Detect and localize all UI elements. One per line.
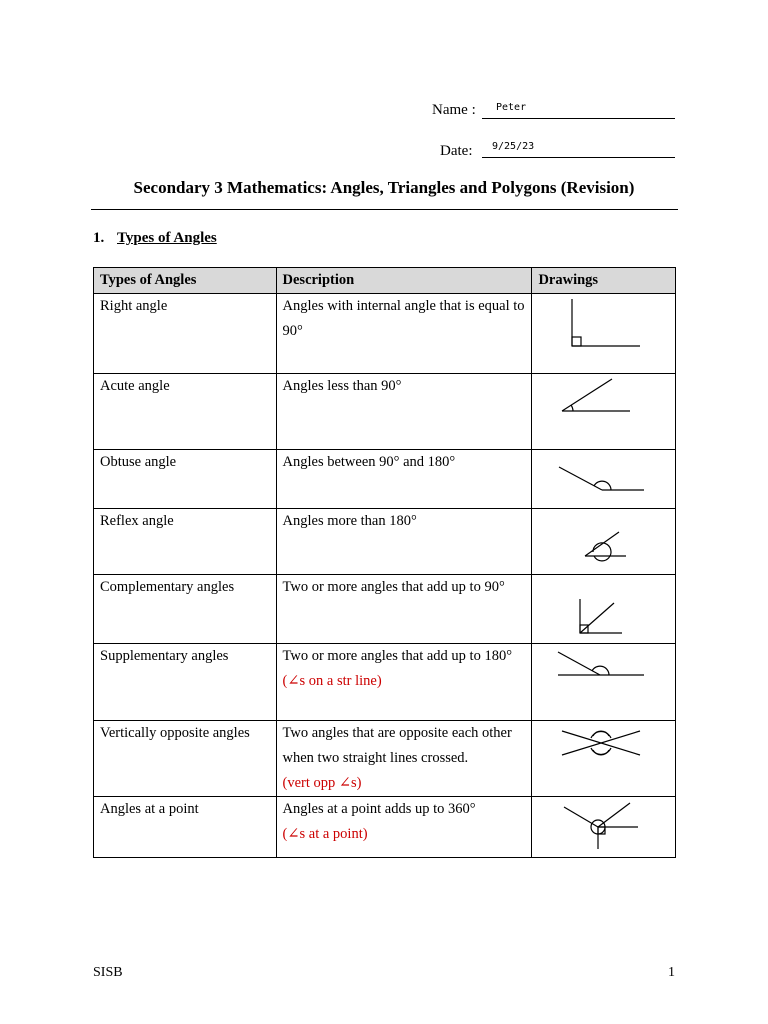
section-heading (93, 230, 217, 247)
footer-school: SISB (93, 965, 123, 980)
angle-type-cell: Vertically opposite angles (94, 721, 277, 797)
drawing-cell (532, 797, 676, 858)
name-value: Peter (496, 102, 527, 113)
description-cell (276, 294, 532, 374)
description-text: Two angles that are opposite each other when two straight lines crossed. (282, 725, 512, 766)
description-text: Two or more angles that add up to 90° (282, 579, 505, 595)
angle-type-cell: Angles at a point (94, 797, 277, 858)
description-text: Angles less than 90° (282, 378, 402, 394)
drawing-cell (532, 575, 676, 644)
table-row (94, 450, 676, 509)
drawing-cell (532, 374, 676, 450)
name-label: Name : (432, 102, 476, 118)
section-number: 1. (93, 230, 105, 246)
description-cell (276, 797, 532, 858)
description-text: Two or more angles that add up to 180° (282, 648, 513, 664)
drawing-cell (532, 450, 676, 509)
table-header-row (94, 268, 676, 294)
reflex-angle-icon (532, 509, 674, 575)
date-field[interactable] (482, 141, 675, 158)
table-row (94, 644, 676, 721)
description-text: Angles at a point adds up to 360° (282, 801, 476, 817)
complementary-angles-icon (532, 575, 674, 644)
table-row (94, 509, 676, 575)
description-cell (276, 374, 532, 450)
angle-type-cell: Reflex angle (94, 509, 277, 575)
description-cell (276, 450, 532, 509)
name-field[interactable] (482, 102, 675, 119)
supplementary-angles-icon (532, 644, 674, 721)
angle-type-cell: Acute angle (94, 374, 277, 450)
obtuse-angle-icon (532, 450, 674, 509)
description-text: Angles more than 180° (282, 513, 417, 529)
footer-page-number: 1 (668, 965, 675, 980)
abbreviation-note: (∠s on a str line) (282, 673, 382, 689)
table-row (94, 797, 676, 858)
table-row (94, 294, 676, 374)
abbreviation-note: (vert opp ∠s) (282, 775, 362, 791)
table-row (94, 721, 676, 797)
description-cell (276, 721, 532, 797)
acute-angle-icon (532, 374, 674, 450)
header-types: Types of Angles (94, 268, 277, 294)
title-divider (91, 209, 678, 210)
description-text: Angles between 90° and 180° (282, 454, 456, 470)
angle-type-cell: Complementary angles (94, 575, 277, 644)
abbreviation-note: (∠s at a point) (282, 826, 368, 842)
table-row (94, 374, 676, 450)
description-cell (276, 575, 532, 644)
table-row (94, 575, 676, 644)
angles-at-a-point-icon (532, 797, 674, 858)
date-value: 9/25/23 (492, 141, 535, 152)
description-text: Angles with internal angle that is equal to 90° (282, 298, 525, 339)
angle-type-cell: Obtuse angle (94, 450, 277, 509)
drawing-cell (532, 721, 676, 797)
angle-types-table (93, 267, 676, 858)
drawing-cell (532, 644, 676, 721)
description-cell (276, 509, 532, 575)
section-title: Types of Angles (117, 230, 217, 246)
angle-type-cell: Supplementary angles (94, 644, 277, 721)
header-drawings: Drawings (532, 268, 676, 294)
description-cell (276, 644, 532, 721)
vertically-opposite-angles-icon (532, 721, 674, 797)
page-title: Secondary 3 Mathematics: Angles, Triangles and Polygons (Revision) (133, 178, 635, 197)
angle-type-cell: Right angle (94, 294, 277, 374)
right-angle-icon (532, 294, 674, 374)
date-label: Date: (440, 143, 473, 159)
drawing-cell (532, 294, 676, 374)
header-description: Description (276, 268, 532, 294)
drawing-cell (532, 509, 676, 575)
